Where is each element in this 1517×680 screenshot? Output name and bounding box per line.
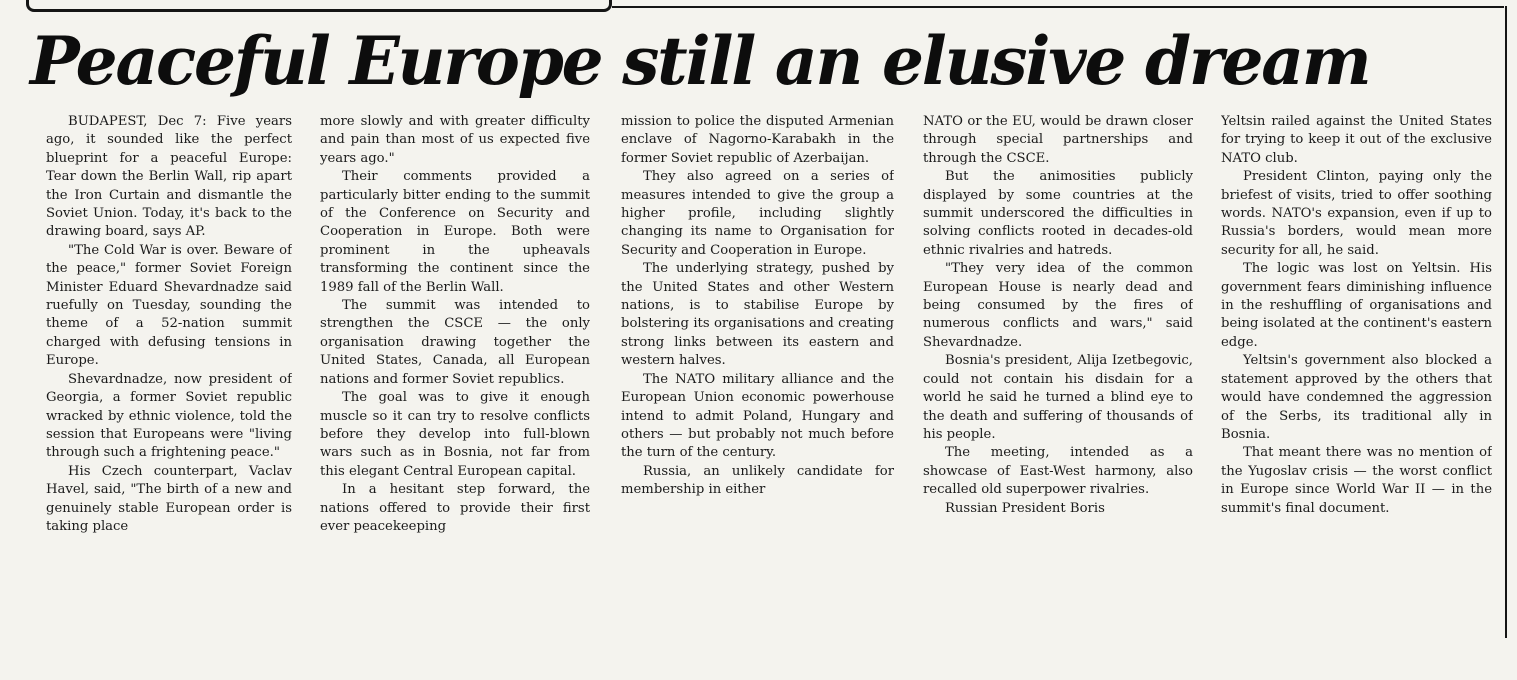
- paragraph: mission to police the disputed Armenian enclave of Nagorno-Karabakh in the former Soviet republic of Azerbaijan.: [621, 114, 894, 166]
- paragraph: President Clinton, paying only the briefest of visits, tried to offer soothing words. NATO's expansion, even if up to Russia's borders, would mean more security for all, he said.: [1221, 169, 1492, 258]
- paragraph: Yeltsin's government also blocked a statement approved by the others that would have condemned the aggression of the Serbs, its traditional ally in Bosnia.: [1221, 353, 1492, 442]
- paragraph: NATO or the EU, would be drawn closer through special partnerships and through the CSCE.: [923, 114, 1193, 166]
- paragraph: Russian President Boris: [945, 500, 1105, 516]
- paragraph: more slowly and with greater difficulty and pain than most of us expected five years ago.": [320, 114, 590, 166]
- article-column-5: [1221, 113, 1492, 643]
- paragraph: Russia, an unlikely candidate for membership in either: [621, 463, 894, 498]
- paragraph: The summit was intended to strengthen the CSCE — the only organisation drawing together the United States, Canada, all European nations and former Soviet republics.: [320, 298, 590, 387]
- article-column-2: [320, 113, 590, 643]
- paragraph: The meeting, intended as a showcase of East-West harmony, also recalled old superpower rivalries.: [923, 445, 1193, 498]
- paragraph: The NATO military alliance and the European Union economic powerhouse intend to admit Poland, Hungary and others — but probably not much before the turn of the century.: [621, 371, 894, 461]
- masthead-box-border: [26, 0, 612, 12]
- paragraph: Shevardnadze, now president of Georgia, a former Soviet republic wracked by ethnic violence, told the session that Europeans were "living through such a frightening peace.": [46, 371, 292, 461]
- paragraph: "The Cold War is over. Beware of the peace," former Soviet Foreign Minister Eduard Shevardnadze said ruefully on Tuesday, sounding the theme of a 52-nation summit charged with defusing tensions in Europe.: [46, 242, 292, 369]
- column-side-rule: [1505, 6, 1507, 638]
- paragraph: The goal was to give it enough muscle so it can try to resolve conflicts before they develop into full-blown wars such as in Bosnia, not far from this elegant Central European capital.: [320, 390, 590, 479]
- paragraph: They also agreed on a series of measures intended to give the group a higher profile, including slightly changing its name to Organisation for Security and Cooperation in Europe.: [621, 169, 894, 258]
- article-headline: Peaceful Europe still an elusive dream: [30, 22, 1370, 100]
- paragraph: BUDAPEST, Dec 7: Five years ago, it sounded like the perfect blueprint for a peaceful Europe: Tear down the Berlin Wall, rip apart the Iron Curtain and dismantle the Soviet Union. Today, it's back to the drawing board, says AP.: [46, 114, 292, 240]
- paragraph: The underlying strategy, pushed by the United States and other Western nations, is to stabilise Europe by bolstering its organisations and creating strong links between its eastern and western halves.: [621, 261, 894, 369]
- paragraph: The logic was lost on Yeltsin. His government fears diminishing influence in the reshuffling of organisations and being isolated at the continent's eastern edge.: [1221, 261, 1492, 350]
- column-top-rule: [612, 6, 1504, 8]
- paragraph: "They very idea of the common European House is nearly dead and being consumed by the fires of numerous conflicts and wars," said Shevardnadze.: [923, 261, 1193, 350]
- paragraph: In a hesitant step forward, the nations offered to provide their first ever peacekeeping: [320, 482, 590, 534]
- paragraph: But the animosities publicly displayed by some countries at the summit underscored the difficulties in solving conflicts rooted in decades-old ethnic rivalries and hatreds.: [923, 169, 1193, 258]
- paragraph: Their comments provided a particularly bitter ending to the summit of the Conference on Security and Cooperation in Europe. Both were prominent in the upheavals transforming the continent since the 1989 fall of the Berlin Wall.: [320, 169, 590, 295]
- paragraph: Bosnia's president, Alija Izetbegovic, could not contain his disdain for a world he said he turned a blind eye to the death and suffering of thousands of his people.: [923, 353, 1193, 442]
- article-column-1: [46, 113, 292, 643]
- paragraph: That meant there was no mention of the Yugoslav crisis — the worst conflict in Europe since World War II — in the summit's final document.: [1221, 445, 1492, 516]
- article-column-3: [621, 113, 894, 643]
- paragraph: Yeltsin railed against the United States for trying to keep it out of the exclusive NATO club.: [1221, 114, 1492, 166]
- article-column-4: [923, 113, 1193, 643]
- paragraph: His Czech counterpart, Vaclav Havel, said, "The birth of a new and genuinely stable European order is taking place: [46, 463, 292, 534]
